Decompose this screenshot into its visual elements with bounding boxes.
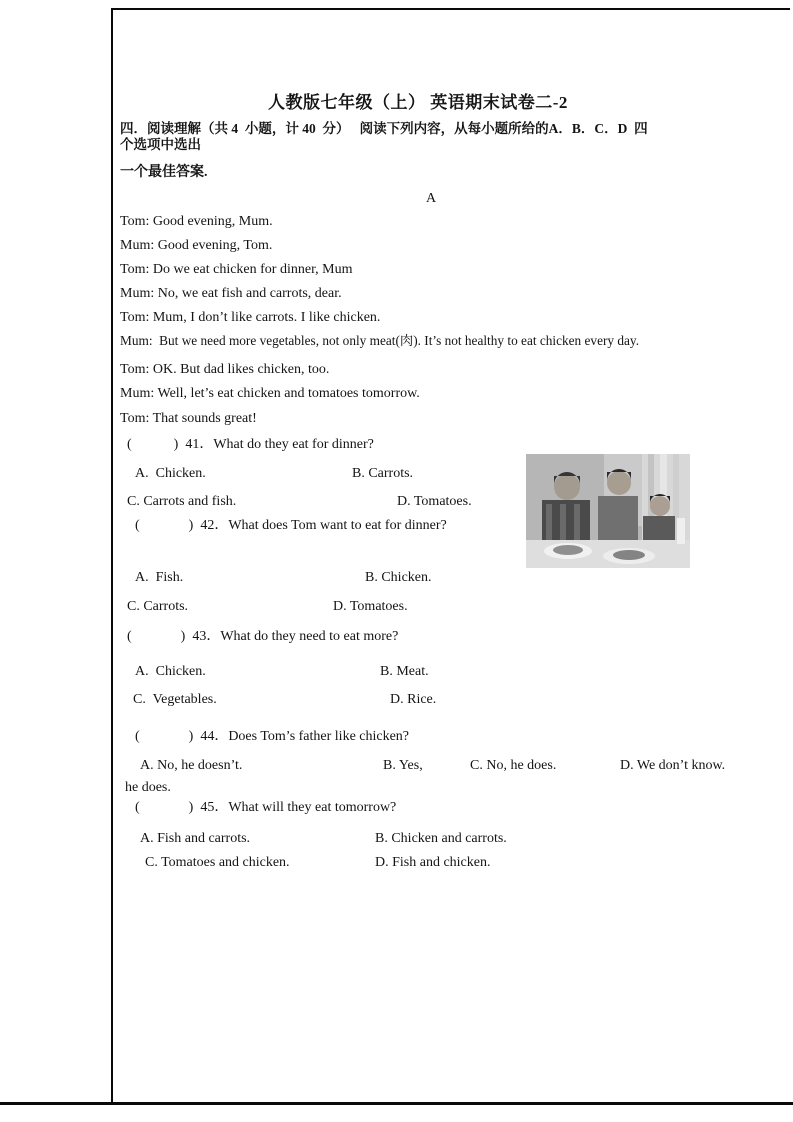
- dialogue-line: Mum: Well, let’s eat chicken and tomatoes tomorrow.: [120, 386, 420, 401]
- dialogue-line: Tom: Do we eat chicken for dinner, Mum: [120, 262, 353, 277]
- page-border-left: [111, 8, 113, 1105]
- section-header-line1: 四．阅读理解（共 4 小题，计 40 分） 阅读下列内容，从每小题所给的A．B．C．D 四: [120, 121, 648, 136]
- question-option: C. Carrots.: [127, 599, 189, 614]
- page-title: 人教版七年级（上） 英语期末试卷二-2: [268, 93, 568, 112]
- question-option: D. Tomatoes.: [397, 494, 472, 509]
- dialogue-line: Tom: Mum, I don’t like carrots. I like chicken.: [120, 310, 381, 325]
- question-option: A. Fish.: [135, 570, 184, 585]
- question-option: C. Vegetables.: [133, 692, 217, 707]
- dialogue-line: Mum: Good evening, Tom.: [120, 238, 273, 253]
- dialogue-line: Mum: No, we eat fish and carrots, dear.: [120, 286, 342, 301]
- question-option-continuation: he does.: [125, 780, 171, 795]
- dialogue-line: Tom: That sounds great!: [120, 411, 257, 426]
- question-option: B. Chicken.: [365, 570, 432, 585]
- dialogue-line: Tom: Good evening, Mum.: [120, 214, 273, 229]
- dialogue-line: Tom: OK. But dad likes chicken, too.: [120, 362, 330, 377]
- question-stem: ( ) 44．Does Tom’s father like chicken?: [135, 729, 410, 744]
- answer-note: 一个最佳答案.: [120, 165, 208, 180]
- question-stem: ( ) 42．What does Tom want to eat for dinner?: [135, 518, 447, 533]
- question-option: D. We don’t know.: [620, 758, 726, 773]
- question-option: A. Chicken.: [135, 664, 206, 679]
- question-option: B. Chicken and carrots.: [375, 831, 507, 846]
- question-option: B. Carrots.: [352, 466, 414, 481]
- dialogue-line: Mum: But we need more vegetables, not only meat(肉). It’s not healthy to eat chicken every day.: [120, 333, 640, 348]
- question-option: A. Fish and carrots.: [140, 831, 251, 846]
- page-border-top: [111, 8, 790, 10]
- question-option: B. Meat.: [380, 664, 429, 679]
- page-border-bottom: [0, 1102, 793, 1105]
- question-option: D. Tomatoes.: [333, 599, 408, 614]
- question-option: D. Fish and chicken.: [375, 855, 491, 870]
- question-option: D. Rice.: [390, 692, 437, 707]
- question-option: B. Yes,: [383, 758, 423, 773]
- question-option: C. No, he does.: [470, 758, 557, 773]
- family-dinner-photo: [526, 454, 690, 568]
- question-stem: ( ) 43．What do they need to eat more?: [127, 629, 399, 644]
- question-option: C. Carrots and fish.: [127, 494, 237, 509]
- section-header-line2: 个选项中选出: [120, 137, 201, 152]
- question-stem: ( ) 41．What do they eat for dinner?: [127, 437, 374, 452]
- question-option: C. Tomatoes and chicken.: [145, 855, 290, 870]
- question-stem: ( ) 45．What will they eat tomorrow?: [135, 800, 397, 815]
- family-dinner-photo-graphic: [526, 454, 690, 568]
- question-option: A. Chicken.: [135, 466, 206, 481]
- question-option: A. No, he doesn’t.: [140, 758, 243, 773]
- passage-label: A: [426, 191, 437, 206]
